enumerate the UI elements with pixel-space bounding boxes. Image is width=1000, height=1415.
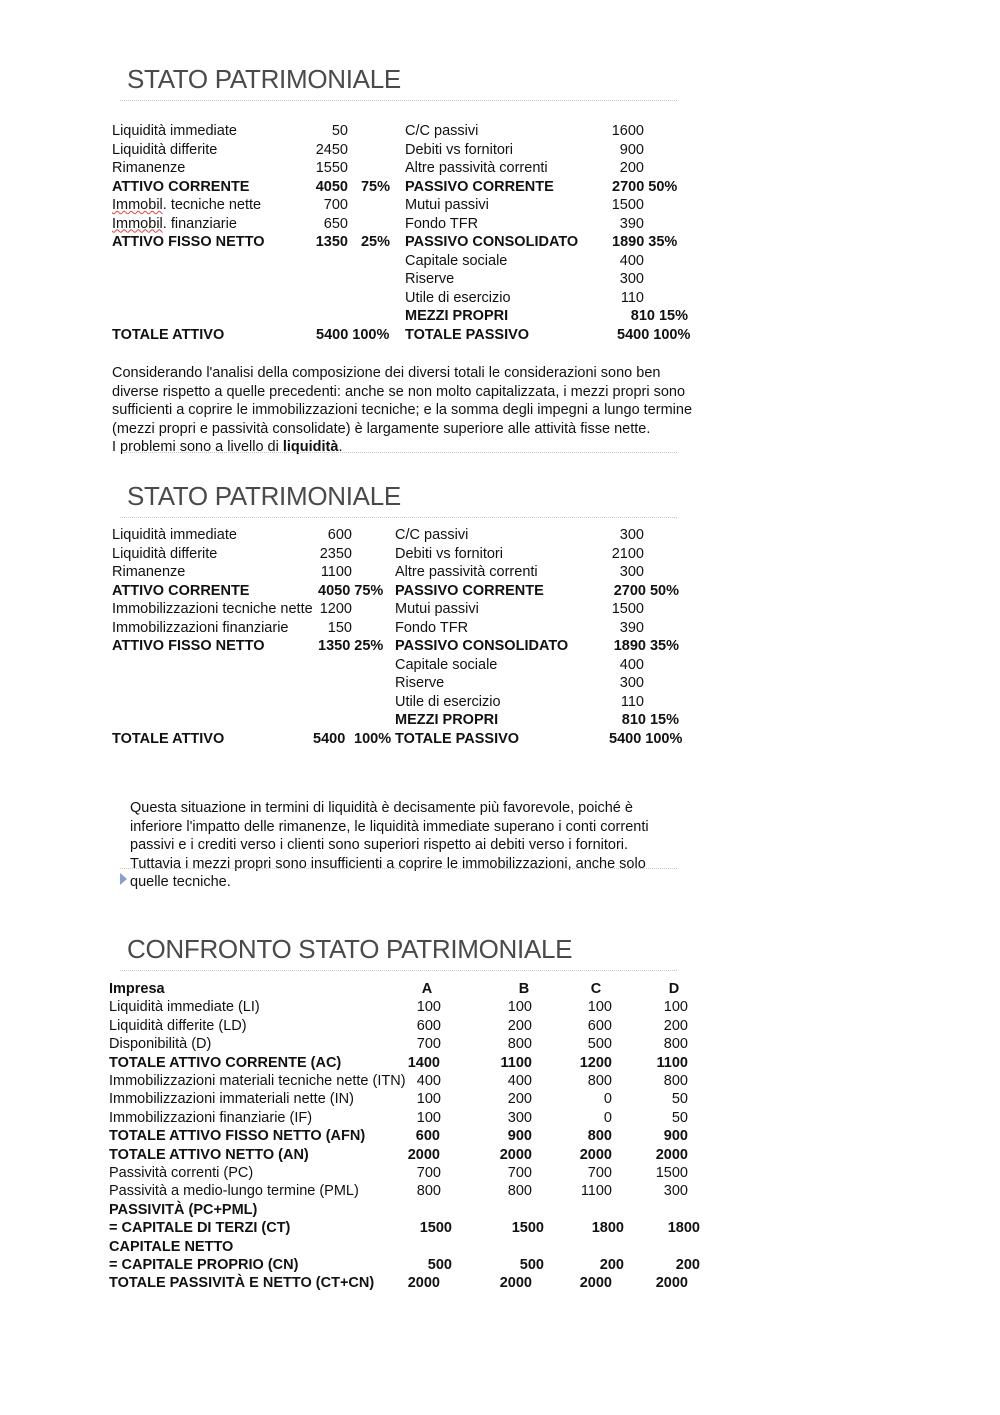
liability-value: 200 — [619, 160, 644, 176]
asset-percent: 25% — [360, 234, 390, 250]
row-label: Passività a medio-lungo termine (PML) — [109, 1183, 359, 1200]
asset-label: Immobilizzazioni finanziarie — [112, 619, 289, 636]
liability-label: Altre passività correnti — [395, 564, 538, 580]
liability-row — [0, 600, 1000, 619]
section3-title: CONFRONTO STATO PATRIMONIALE — [127, 934, 573, 964]
row-value: 500 — [427, 1257, 452, 1273]
table-row — [0, 1109, 1000, 1128]
asset-value: 2450 — [315, 141, 348, 158]
asset-value: 1100 — [320, 564, 352, 580]
asset-value: 2350 — [319, 545, 352, 562]
bullet-arrow-icon — [120, 873, 127, 885]
row-value: 400 — [507, 1073, 532, 1089]
row-value: 1100 — [500, 1054, 532, 1071]
row-label: CAPITALE NETTO — [109, 1238, 234, 1255]
row-value: 800 — [663, 1036, 688, 1053]
asset-label: Immobil. tecniche nette — [112, 197, 262, 213]
asset-value: 4050 75% — [318, 582, 384, 599]
liability-label: PASSIVO CONSOLIDATO — [395, 638, 569, 654]
row-value: 800 — [507, 1036, 532, 1053]
table-total-row — [0, 1274, 1000, 1293]
liability-value: 110 — [620, 693, 644, 710]
liability-label: Altre passività correnti — [405, 160, 548, 176]
liability-value: 1500 — [611, 197, 644, 213]
row-value: 1500 — [419, 1220, 452, 1237]
row-value: 2000 — [655, 1146, 688, 1163]
liability-row — [0, 141, 1000, 160]
liability-value: 900 — [619, 141, 644, 158]
row-value: 800 — [507, 1183, 532, 1200]
liability-row — [0, 545, 1000, 564]
title-divider — [120, 100, 677, 101]
asset-value: 650 — [323, 215, 348, 232]
liability-value: 2100 — [611, 545, 644, 562]
liability-label: MEZZI PROPRI — [395, 712, 499, 728]
section2-title: STATO PATRIMONIALE — [127, 481, 401, 511]
liability-label: PASSIVO CORRENTE — [405, 178, 554, 195]
row-value: 600 — [416, 1017, 441, 1034]
row-value: 700 — [416, 1165, 441, 1181]
liability-label: Capitale sociale — [405, 252, 508, 269]
row-label: TOTALE ATTIVO CORRENTE (AC) — [109, 1054, 342, 1071]
liability-value: 1600 — [611, 123, 644, 139]
table-row — [0, 1164, 1000, 1183]
row-value: 1200 — [579, 1054, 612, 1071]
total-assets-value: 5400 100% — [316, 326, 390, 343]
paragraph-emphasis: liquidità — [282, 439, 339, 455]
row-value: 50 — [671, 1109, 688, 1126]
row-value: 700 — [416, 1036, 441, 1053]
liability-label: MEZZI PROPRI — [405, 308, 509, 324]
paragraph-line: sufficienti a coprire le immobilizzazioni tecniche; e la somma degli impegni a lungo termine — [112, 402, 693, 418]
liability-value: 390 — [619, 619, 644, 636]
row-label: TOTALE PASSIVITÀ E NETTO (CT+CN) — [109, 1275, 375, 1292]
asset-label: Rimanenze — [112, 564, 186, 580]
row-value: 800 — [416, 1183, 441, 1200]
table-total-row — [0, 1238, 1000, 1257]
spellcheck-word: Immobil — [112, 215, 163, 232]
asset-value: 50 — [331, 123, 348, 139]
section1-title: STATO PATRIMONIALE — [127, 64, 401, 94]
liability-row — [0, 252, 1000, 271]
liability-value: 390 — [619, 215, 644, 232]
table-row — [0, 1035, 1000, 1054]
row-value: 2000 — [407, 1146, 440, 1163]
liability-label: Debiti vs fornitori — [395, 545, 503, 562]
row-value: 100 — [416, 999, 441, 1016]
row-label: TOTALE ATTIVO NETTO (AN) — [109, 1146, 309, 1163]
paragraph-text: I problemi sono a livello di — [112, 439, 283, 455]
row-value: 600 — [415, 1128, 440, 1145]
paragraph-line: Tuttavia i mezzi propri sono insufficienti a coprire le immobilizzazioni, anche solo — [130, 855, 646, 872]
table-row — [0, 998, 1000, 1017]
table-total-row — [0, 1054, 1000, 1073]
liability-value: 2700 50% — [612, 178, 678, 195]
liability-label: Utile di esercizio — [395, 693, 501, 710]
liability-value: 400 — [619, 656, 644, 673]
liability-row — [0, 619, 1000, 638]
row-value: 100 — [663, 999, 688, 1016]
total-liabilities-label: TOTALE PASSIVO — [395, 730, 520, 747]
asset-value: 700 — [323, 197, 348, 213]
row-value: 2000 — [655, 1275, 688, 1292]
liability-total-row — [0, 233, 1000, 252]
table-row — [0, 1072, 1000, 1091]
row-label: Disponibilità (D) — [109, 1036, 212, 1053]
asset-label: Liquidità immediate — [112, 527, 237, 543]
total-liabilities-label: TOTALE PASSIVO — [405, 326, 530, 343]
row-value: 1800 — [591, 1220, 624, 1237]
liability-total-row — [0, 307, 1000, 326]
liability-row — [0, 563, 1000, 582]
asset-label: ATTIVO CORRENTE — [112, 582, 250, 599]
liability-label: PASSIVO CORRENTE — [395, 582, 544, 599]
paragraph-text: . — [338, 439, 343, 455]
row-label: Immobilizzazioni materiali tecniche nette (ITN) — [109, 1073, 406, 1089]
totals-row — [0, 326, 1000, 345]
liability-row — [0, 122, 1000, 141]
liability-row — [0, 693, 1000, 712]
table-total-row — [0, 1201, 1000, 1220]
paragraph-line: quelle tecniche. — [130, 874, 231, 890]
liability-value: 300 — [619, 271, 644, 287]
table-row — [0, 1017, 1000, 1036]
row-value: 700 — [587, 1165, 612, 1181]
table-total-row — [0, 1127, 1000, 1146]
table-row — [0, 1182, 1000, 1201]
liability-label: Capitale sociale — [395, 656, 498, 673]
row-value: 1800 — [667, 1220, 700, 1237]
liability-label: Debiti vs fornitori — [405, 141, 513, 158]
liability-value: 1890 35% — [613, 638, 679, 654]
liability-row — [0, 656, 1000, 675]
row-value: 100 — [587, 999, 612, 1016]
paragraph-line — [112, 438, 692, 457]
header-label: Impresa — [109, 981, 165, 997]
table-total-row — [0, 1219, 1000, 1238]
liability-label: PASSIVO CONSOLIDATO — [405, 234, 579, 250]
row-value: 500 — [519, 1257, 544, 1273]
total-liabilities-value: 5400 100% — [609, 730, 683, 747]
row-value: 200 — [507, 1017, 532, 1034]
row-value: 0 — [603, 1109, 612, 1126]
asset-label: Rimanenze — [112, 160, 186, 176]
paragraph-line: Considerando l'analisi della composizione dei diversi totali le considerazioni sono ben — [112, 365, 661, 381]
asset-value: 600 — [327, 527, 352, 543]
paragraph-line: inferiore l'impatto delle rimanenze, le liquidità immediate superano i conti correnti — [130, 818, 649, 835]
row-value: 200 — [675, 1257, 700, 1273]
row-value: 1500 — [655, 1165, 688, 1181]
asset-value: 150 — [327, 619, 352, 636]
liability-value: 300 — [619, 675, 644, 691]
paragraph-line: (mezzi propri e passività consolidate) è largamente superiore alle attività fisse nette. — [112, 420, 651, 437]
asset-value: 1550 — [315, 160, 348, 176]
column-header: D — [668, 981, 680, 997]
row-value: 400 — [416, 1073, 441, 1089]
row-value: 100 — [416, 1091, 441, 1108]
asset-label: Immobil. finanziarie — [112, 215, 237, 232]
liability-total-row — [0, 711, 1000, 730]
asset-label: ATTIVO FISSO NETTO — [112, 234, 265, 250]
liability-value: 810 15% — [621, 712, 679, 728]
spellcheck-word: Immobil — [112, 197, 163, 213]
section-divider — [120, 868, 677, 869]
liability-label: Fondo TFR — [405, 215, 479, 232]
liability-label: C/C passivi — [395, 527, 469, 543]
liability-label: Riserve — [395, 675, 445, 691]
asset-value: 1350 25% — [318, 638, 384, 654]
row-value: 2000 — [499, 1146, 532, 1163]
liability-label: Riserve — [405, 271, 455, 287]
total-liabilities-value: 5400 100% — [617, 326, 691, 343]
liability-label: Utile di esercizio — [405, 289, 511, 306]
asset-value: 1350 — [315, 234, 348, 250]
row-label: PASSIVITÀ (PC+PML) — [109, 1201, 258, 1218]
table-header-row — [0, 980, 1000, 999]
row-value: 100 — [507, 999, 532, 1016]
asset-label: ATTIVO CORRENTE — [112, 178, 250, 195]
table-total-row — [0, 1146, 1000, 1165]
row-label: = CAPITALE PROPRIO (CN) — [109, 1257, 299, 1273]
liability-label: Mutui passivi — [405, 197, 489, 213]
liability-value: 2700 50% — [613, 582, 679, 599]
row-value: 500 — [587, 1036, 612, 1053]
liability-value: 400 — [619, 252, 644, 269]
liability-row — [0, 289, 1000, 308]
row-value: 200 — [507, 1091, 532, 1108]
column-header: A — [421, 981, 433, 997]
liability-total-row — [0, 178, 1000, 197]
column-header: C — [590, 981, 602, 997]
asset-value: 1200 — [319, 601, 352, 617]
asset-label: Immobilizzazioni tecniche nette — [112, 601, 313, 617]
liability-value: 1890 35% — [612, 234, 678, 250]
row-label: Immobilizzazioni immateriali nette (IN) — [109, 1091, 354, 1108]
total-assets-percent: 100% — [354, 730, 392, 747]
liability-total-row — [0, 637, 1000, 656]
liability-label: Mutui passivi — [395, 601, 479, 617]
liability-row — [0, 526, 1000, 545]
row-label: Passività correnti (PC) — [109, 1165, 254, 1181]
liability-label: C/C passivi — [405, 123, 479, 139]
total-assets-value: 5400 — [313, 730, 346, 747]
column-header: B — [518, 981, 530, 997]
row-value: 1100 — [580, 1183, 612, 1200]
row-value: 2000 — [579, 1275, 612, 1292]
row-value: 2000 — [407, 1275, 440, 1292]
liability-value: 300 — [619, 527, 644, 543]
row-value: 1400 — [407, 1054, 440, 1071]
row-value: 100 — [416, 1109, 441, 1126]
paragraph-line: diverse rispetto a quelle precedenti: anche se non molto capitalizzata, i mezzi propri sono — [112, 383, 686, 400]
row-value: 50 — [671, 1091, 688, 1108]
row-label: TOTALE ATTIVO FISSO NETTO (AFN) — [109, 1128, 366, 1145]
row-value: 600 — [587, 1017, 612, 1034]
asset-label: Liquidità differite — [112, 545, 218, 562]
row-value: 300 — [663, 1183, 688, 1200]
section1-commentary — [112, 364, 692, 457]
row-value: 200 — [663, 1017, 688, 1034]
liability-row — [0, 674, 1000, 693]
row-value: 800 — [587, 1128, 612, 1145]
row-value: 800 — [587, 1073, 612, 1089]
liability-label: Fondo TFR — [395, 619, 469, 636]
liability-row — [0, 196, 1000, 215]
section2-commentary — [130, 799, 649, 892]
row-value: 900 — [507, 1128, 532, 1145]
row-value: 800 — [663, 1073, 688, 1089]
row-value: 2000 — [579, 1146, 612, 1163]
total-assets-label: TOTALE ATTIVO — [112, 730, 225, 747]
row-value: 900 — [663, 1128, 688, 1145]
liability-row — [0, 270, 1000, 289]
title-divider — [120, 970, 677, 971]
row-label: Liquidità differite (LD) — [109, 1017, 247, 1034]
paragraph-line: Questa situazione in termini di liquidità è decisamente più favorevole, poiché è — [130, 800, 633, 816]
asset-percent: 75% — [360, 178, 390, 195]
liability-value: 300 — [619, 564, 644, 580]
paragraph-line: passivi e i crediti verso i clienti sono superiori rispetto ai debiti verso i fornitori. — [130, 837, 629, 853]
liability-row — [0, 159, 1000, 178]
asset-value: 4050 — [315, 178, 348, 195]
row-label: = CAPITALE DI TERZI (CT) — [109, 1220, 291, 1237]
liability-row — [0, 215, 1000, 234]
liability-value: 1500 — [611, 601, 644, 617]
asset-label: Liquidità differite — [112, 141, 218, 158]
total-assets-label: TOTALE ATTIVO — [112, 326, 225, 343]
title-divider — [120, 517, 677, 518]
totals-row — [0, 730, 1000, 749]
table-row — [0, 1090, 1000, 1109]
row-label: Liquidità immediate (LI) — [109, 999, 260, 1016]
table-total-row — [0, 1256, 1000, 1275]
section-divider — [120, 452, 677, 453]
row-value: 700 — [507, 1165, 532, 1181]
liability-value: 110 — [620, 289, 644, 306]
liability-total-row — [0, 582, 1000, 601]
asset-label: Liquidità immediate — [112, 123, 237, 139]
row-value: 0 — [603, 1091, 612, 1108]
row-value: 1100 — [656, 1054, 688, 1071]
row-label: Immobilizzazioni finanziarie (IF) — [109, 1109, 313, 1126]
liability-value: 810 15% — [630, 308, 688, 324]
asset-label: ATTIVO FISSO NETTO — [112, 638, 265, 654]
row-value: 1500 — [511, 1220, 544, 1237]
row-value: 2000 — [499, 1275, 532, 1292]
row-value: 200 — [599, 1257, 624, 1273]
row-value: 300 — [507, 1109, 532, 1126]
